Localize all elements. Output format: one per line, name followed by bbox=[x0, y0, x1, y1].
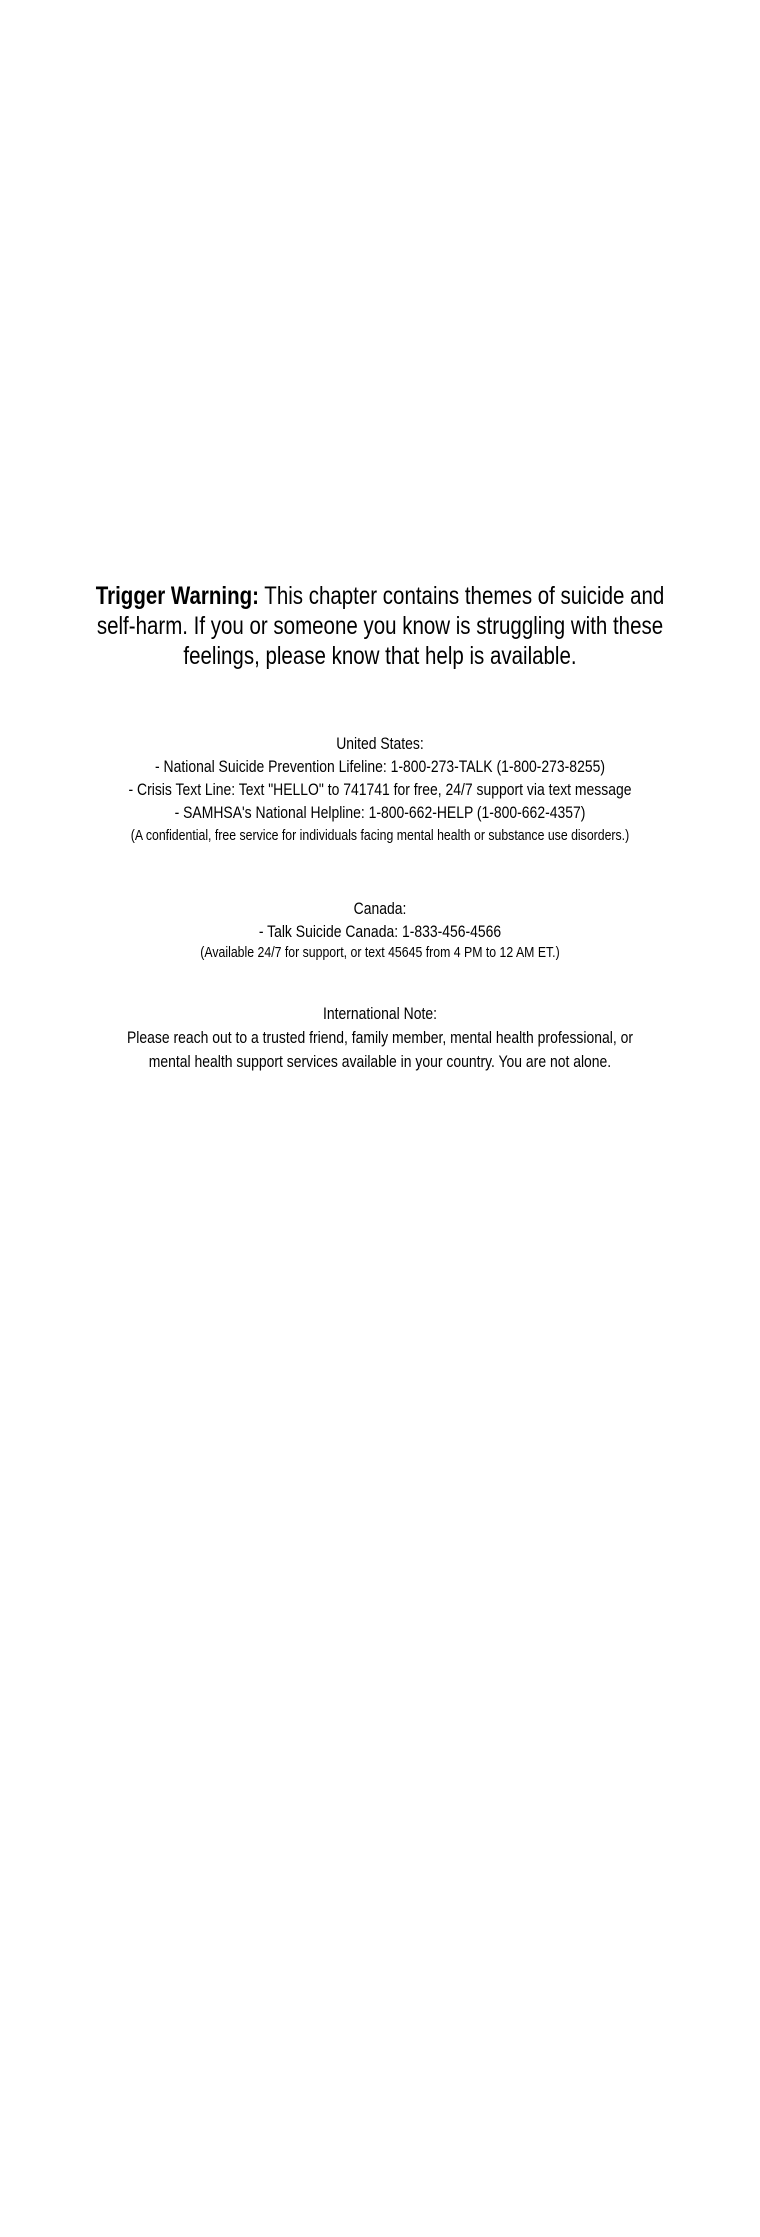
us-hotline-line: - Crisis Text Line: Text "HELLO" to 741741 for free, 24/7 support via text message bbox=[128, 780, 632, 799]
trigger-warning-block bbox=[68, 581, 691, 671]
trigger-warning-line-2: self-harm. If you or someone you know is struggling with these bbox=[96, 612, 664, 640]
canada-heading: Canada: bbox=[353, 899, 407, 918]
us-hotline-line: - National Suicide Prevention Lifeline: 1-800-273-TALK (1-800-273-8255) bbox=[155, 757, 605, 776]
international-line: Please reach out to a trusted friend, family member, mental health professional, or bbox=[127, 1028, 633, 1047]
trigger-warning-line-1-rest: This chapter contains themes of suicide and bbox=[258, 582, 665, 610]
us-hotline-note: (A confidential, free service for individuals facing mental health or substance use disorders.) bbox=[130, 827, 630, 844]
international-note-section bbox=[68, 1002, 691, 1074]
international-line: mental health support services available in your country. You are not alone. bbox=[148, 1052, 612, 1071]
trigger-warning-line-3: feelings, please know that help is available. bbox=[183, 642, 577, 670]
us-hotline-line: - SAMHSA's National Helpline: 1-800-662-HELP (1-800-662-4357) bbox=[174, 803, 586, 822]
canada-hotline-line: - Talk Suicide Canada: 1-833-456-4566 bbox=[258, 922, 502, 941]
us-heading: United States: bbox=[336, 734, 424, 753]
trigger-warning-line-1 bbox=[68, 581, 691, 611]
international-heading: International Note: bbox=[323, 1004, 437, 1023]
canada-hotlines-section bbox=[68, 897, 691, 962]
us-hotlines-section bbox=[68, 732, 691, 845]
canada-hotline-note: (Available 24/7 for support, or text 45645 from 4 PM to 12 AM ET.) bbox=[200, 944, 560, 961]
trigger-warning-label: Trigger Warning: bbox=[95, 582, 259, 610]
